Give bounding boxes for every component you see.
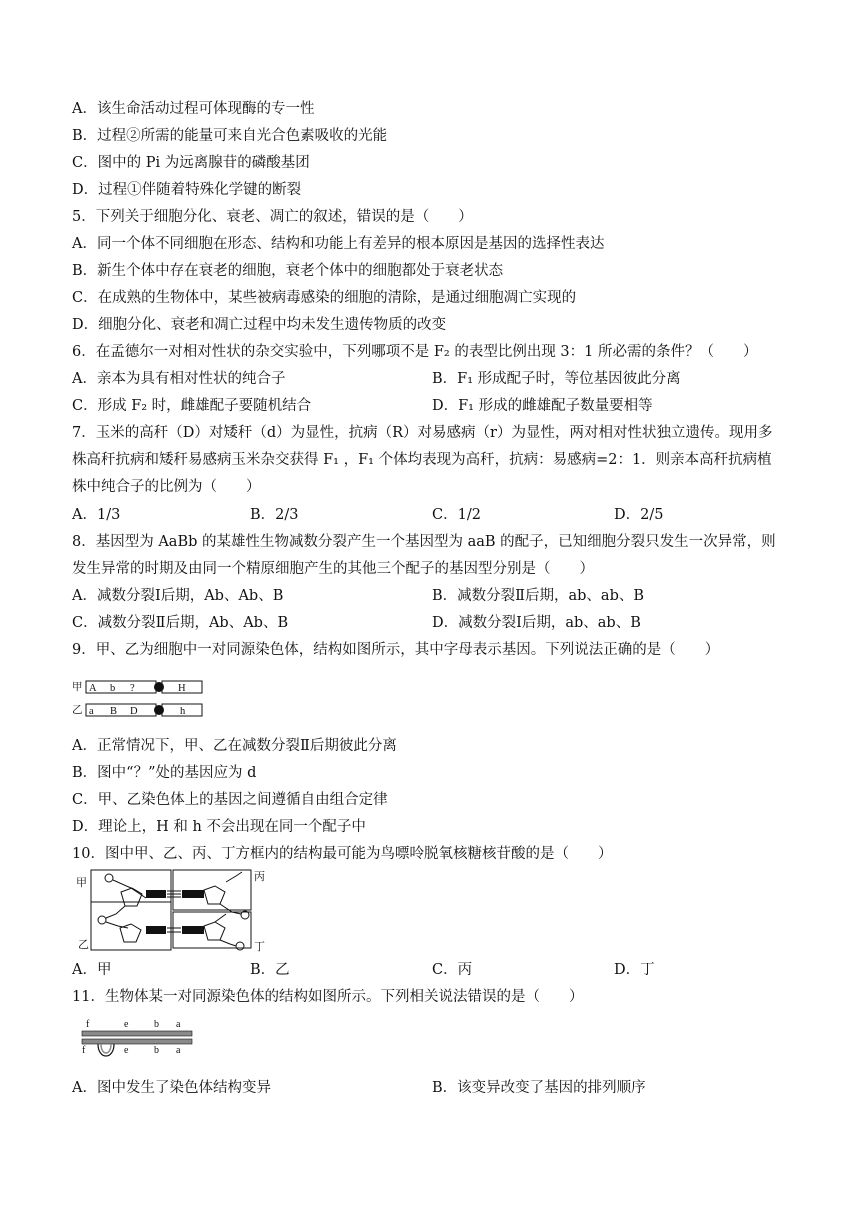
q7-option-d: D．2/5 (614, 507, 664, 523)
sugar-lower-right (204, 922, 225, 940)
q5-stem: 5．下列关于细胞分化、衰老、凋亡的叙述，错误的是（ ） (72, 209, 473, 225)
gene-top-e: e (124, 1019, 129, 1030)
q11-stem: 11．生物体某一对同源染色体的结构如图所示。下列相关说法错误的是（ ） (72, 989, 584, 1005)
q6-stem: 6．在孟德尔一对相对性状的杂交实验中，下列哪项不是 F₂ 的表型比例出现 3：1 所必需的条件？（ ） (72, 344, 758, 360)
gene-top-1: A (89, 683, 97, 694)
base-upper-left (146, 890, 166, 898)
q9-option-d: D．理论上，H 和 h 不会出现在同一个配子中 (72, 819, 366, 835)
gene-bottom-f: f (82, 1045, 86, 1056)
q8-option-c: C．减数分裂Ⅱ后期，Ab、Ab、B (72, 615, 289, 631)
q6-option-d: D．F₁ 形成的雌雄配子数量要相等 (432, 398, 653, 414)
q5-option-b: B．新生个体中存在衰老的细胞，衰老个体中的细胞都处于衰老状态 (72, 263, 504, 279)
q7-option-a: A．1/3 (72, 507, 121, 523)
label-jia: 甲 (76, 877, 87, 889)
q7-stem-line2: 株高秆抗病和矮秆易感病玉米杂交获得 F₁ ，F₁ 个体均表现为高秆，抗病：易感病=2：1．则亲本高秆抗病植 (72, 452, 772, 468)
gene-top-a: a (176, 1019, 181, 1030)
q8-option-d: D．减数分裂Ⅰ后期，ab、ab、B (432, 615, 641, 631)
q6-option-b: B．F₁ 形成配子时，等位基因彼此分离 (432, 371, 681, 387)
q11-option-a: A．图中发生了染色体结构变异 (72, 1080, 271, 1096)
q10-option-c: C．丙 (432, 962, 473, 978)
sugar-upper-left (121, 888, 142, 906)
gene-top-3: ? (130, 683, 135, 694)
q5-option-c: C．在成熟的生物体中，某些被病毒感染的细胞的清除，是通过细胞凋亡实现的 (72, 290, 577, 306)
gene-bottom-1: a (89, 706, 94, 717)
q4-option-a: A．该生命活动过程可体现酶的专一性 (72, 101, 315, 117)
q4-option-c: C．图中的 Pi 为远离腺苷的磷酸基团 (72, 155, 310, 171)
gene-bottom-2: B (110, 706, 118, 717)
chromosome-lower (82, 1039, 192, 1044)
q6-option-c: C．形成 F₂ 时，雌雄配子要随机结合 (72, 398, 312, 414)
gene-bottom-4: h (180, 706, 186, 717)
chromosome-pair-figure (70, 677, 210, 719)
label-yi: 乙 (72, 705, 83, 716)
q5-option-d: D．细胞分化、衰老和凋亡过程中均未发生遗传物质的改变 (72, 317, 447, 333)
gene-bottom-a: a (176, 1045, 181, 1056)
q7-stem-line3: 株中纯合子的比例为（ ） (72, 479, 261, 495)
q10-stem: 10．图中甲、乙、丙、丁方框内的结构最可能为鸟嘌呤脱氧核糖核苷酸的是（ ） (72, 846, 613, 862)
centromere-yi (154, 705, 164, 715)
q7-option-c: C．1/2 (432, 507, 481, 523)
base-lower-left (146, 926, 166, 934)
gene-top-2: b (110, 683, 116, 694)
gene-top-b: b (154, 1019, 159, 1030)
gene-bottom-b: b (154, 1045, 159, 1056)
q8-option-b: B．减数分裂Ⅱ后期，ab、ab、B (432, 588, 645, 604)
sugar-upper-right (204, 886, 225, 904)
q5-option-a: A．同一个体不同细胞在形态、结构和功能上有差异的根本原因是基因的选择性表达 (72, 236, 605, 252)
label-jia: 甲 (72, 682, 83, 693)
q9-option-c: C．甲、乙染色体上的基因之间遵循自由组合定律 (72, 792, 388, 808)
q10-option-d: D．丁 (614, 962, 655, 978)
q9-option-b: B．图中“？”处的基因应为 d (72, 765, 257, 781)
gene-bottom-3: D (130, 706, 138, 717)
q7-option-b: B．2/3 (250, 507, 299, 523)
label-ding: 丁 (254, 941, 265, 953)
chromosome-upper (82, 1031, 192, 1036)
q4-option-b: B．过程②所需的能量可来自光合色素吸收的光能 (72, 128, 388, 144)
q4-option-d: D．过程①伴随着特殊化学键的断裂 (72, 182, 302, 198)
q10-option-b: B．乙 (250, 962, 290, 978)
gene-top-f: f (86, 1019, 90, 1030)
q6-option-a: A．亲本为具有相对性状的纯合子 (72, 371, 286, 387)
q7-stem-line1: 7．玉米的高秆（D）对矮秆（d）为显性，抗病（R）对易感病（r）为显性，两对相对性状独立遗传。现用多 (72, 425, 773, 441)
base-upper-right (182, 890, 204, 898)
chromosome-loop-figure (80, 1018, 196, 1060)
centromere-jia (154, 682, 164, 692)
base-lower-right (182, 926, 204, 934)
q9-stem: 9．甲、乙为细胞中一对同源染色体，结构如图所示，其中字母表示基因。下列说法正确的是（ ） (72, 642, 720, 658)
q8-option-a: A．减数分裂Ⅰ后期，Ab、Ab、B (72, 588, 284, 604)
dna-nucleotide-figure (76, 868, 272, 954)
label-bing: 丙 (254, 871, 265, 883)
q10-option-a: A．甲 (72, 962, 112, 978)
gene-top-4: H (178, 683, 186, 694)
q9-option-a: A．正常情况下，甲、乙在减数分裂Ⅱ后期彼此分离 (72, 738, 397, 754)
q11-option-b: B．该变异改变了基因的排列顺序 (432, 1080, 646, 1096)
gene-bottom-e: e (124, 1045, 129, 1056)
sugar-lower-left (120, 924, 141, 942)
q8-stem-line1: 8．基因型为 AaBb 的某雄性生物减数分裂产生一个基因型为 aaB 的配子，已知细胞分裂只发生一次异常，则 (72, 534, 776, 550)
label-yi: 乙 (78, 939, 89, 951)
q8-stem-line2: 发生异常的时期及由同一个精原细胞产生的其他三个配子的基因型分别是（ ） (72, 561, 594, 577)
